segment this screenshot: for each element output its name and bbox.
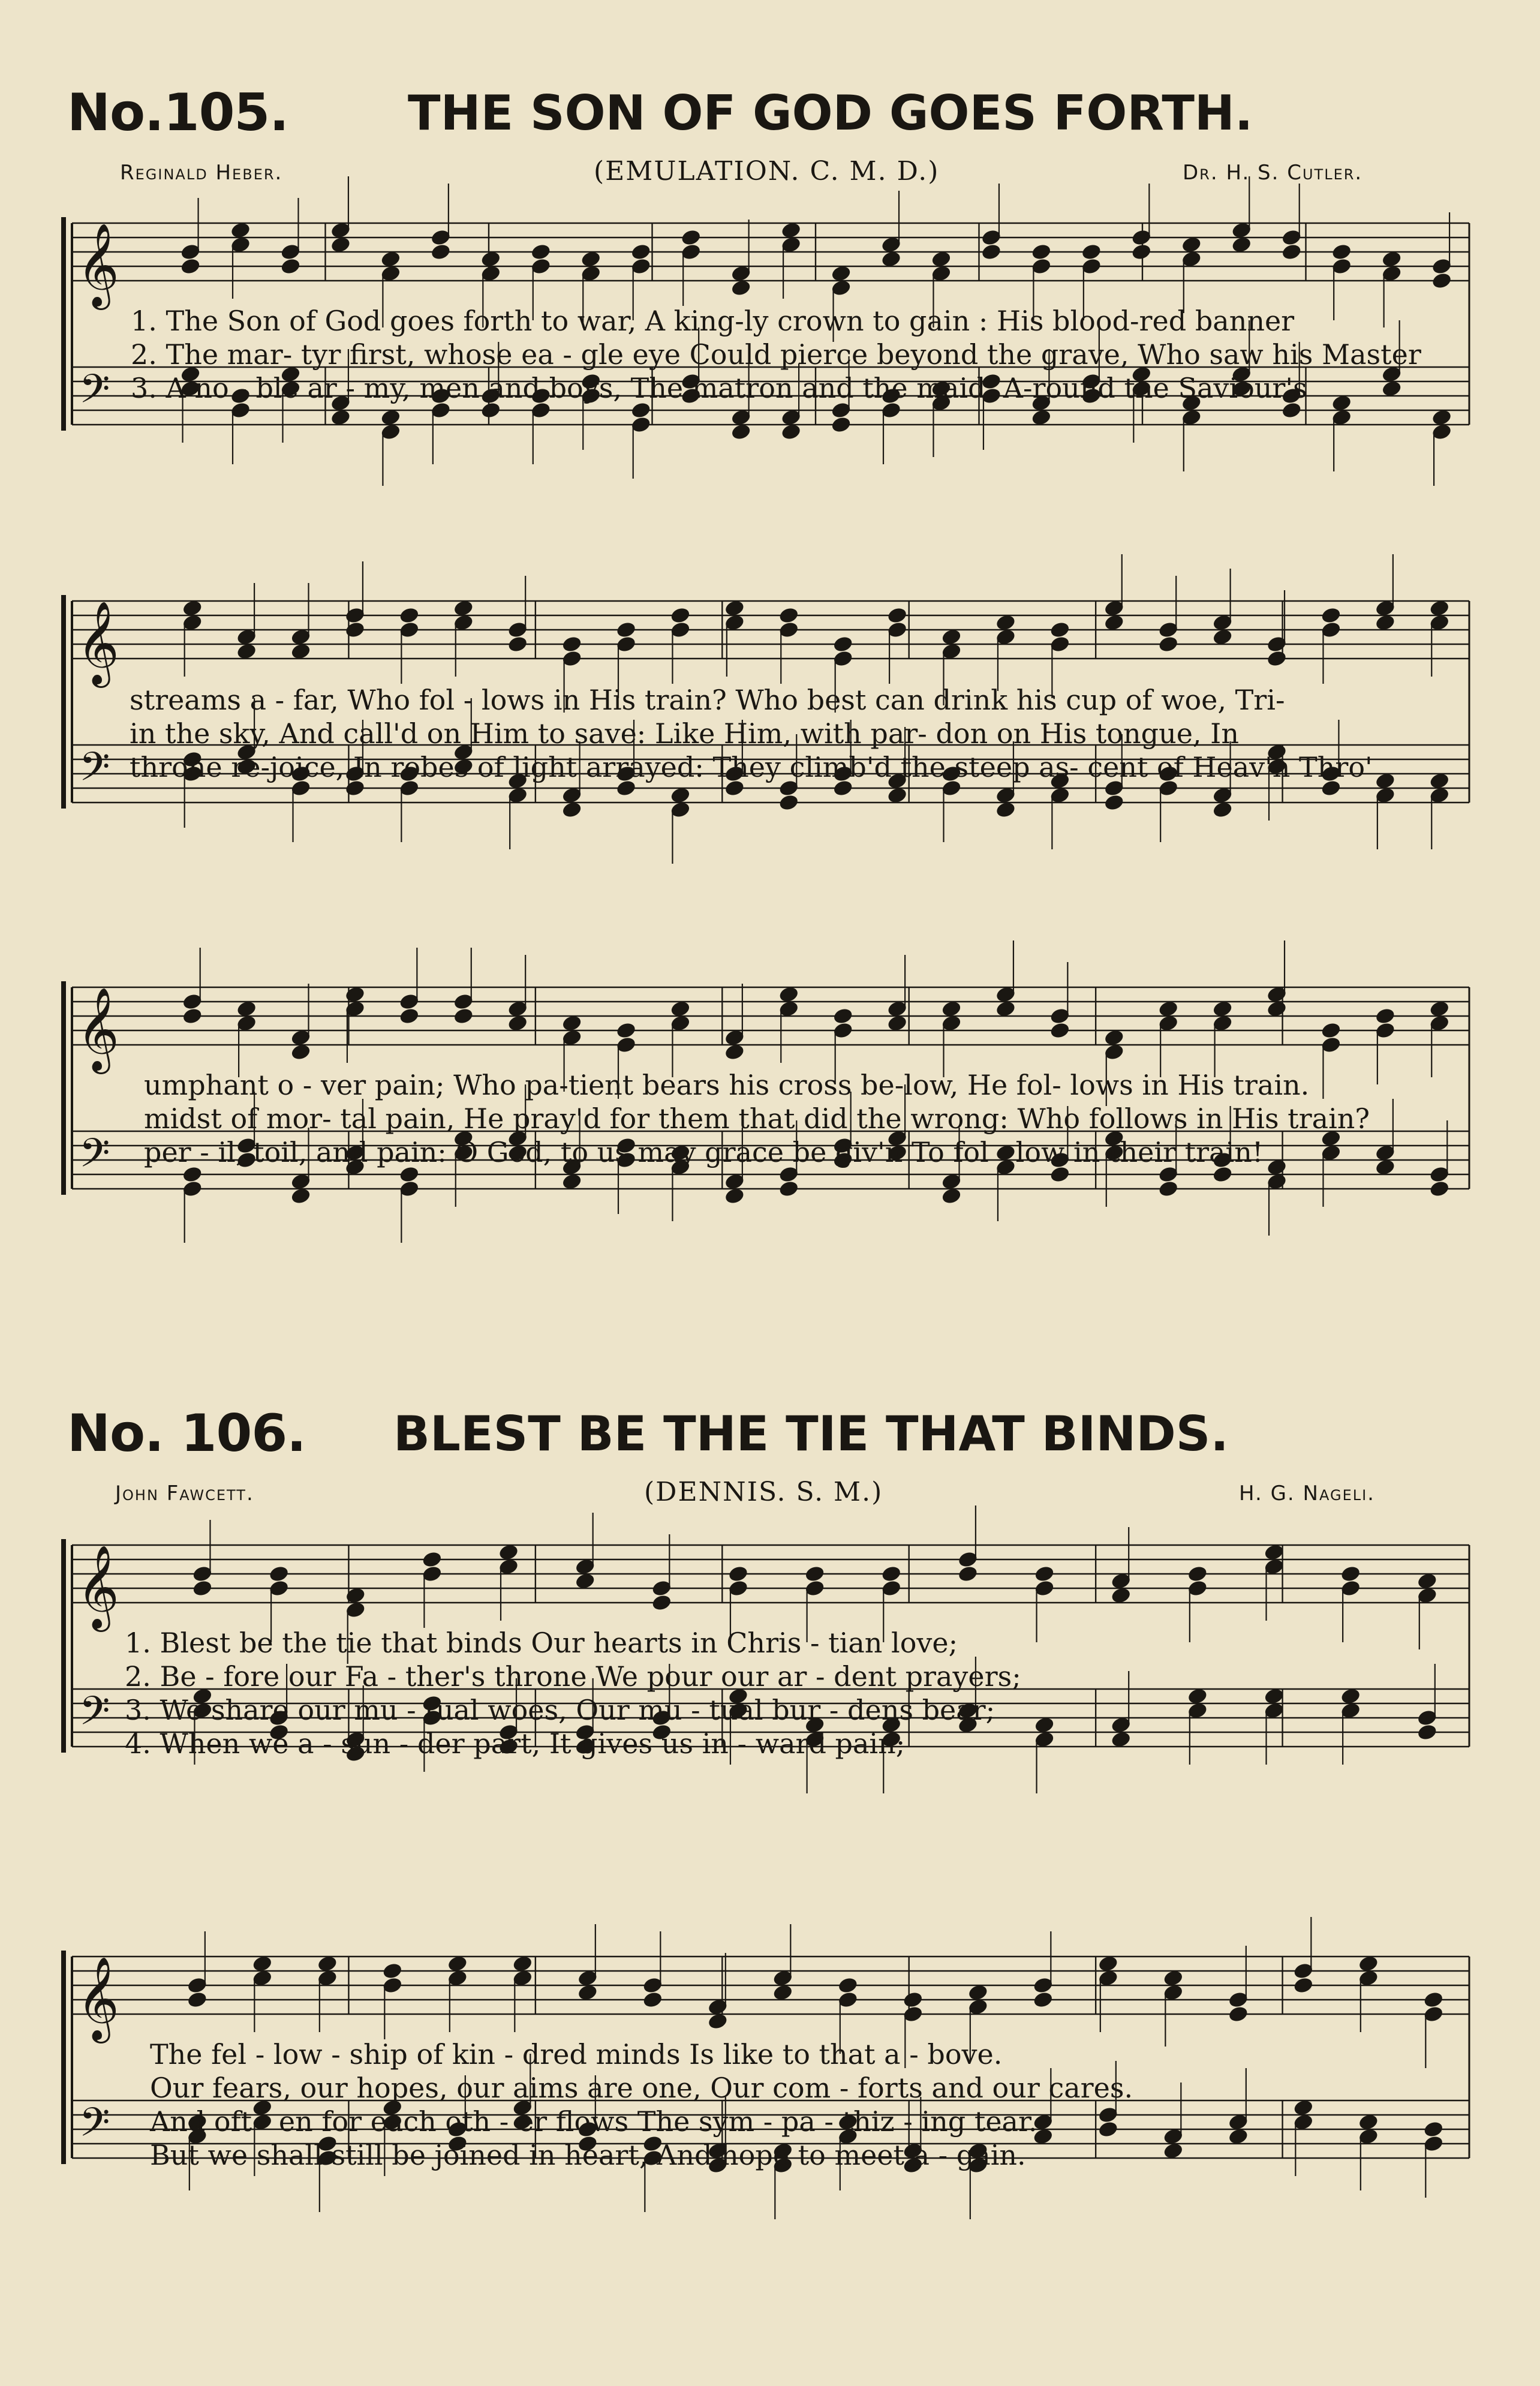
lyric-line: And oft - en for each oth - er flows The sym - pa - thiz - ing tear.	[150, 2105, 1037, 2138]
svg-text:𝄞: 𝄞	[77, 987, 119, 1071]
svg-text:𝄢: 𝄢	[79, 1688, 110, 1744]
hymn-title: BLEST BE THE TIE THAT BINDS.	[393, 1406, 1229, 1462]
lyric-line: But we shall still be joined in heart, And hope to meet a - gain.	[150, 2139, 1026, 2171]
hymn-number: No.105.	[67, 83, 288, 143]
composer-credit: Dr. H. S. Cutler.	[1183, 161, 1363, 185]
lyric-line: in the sky, And call'd on Him to save: Like Him, with par- don on His tongue, In	[130, 717, 1239, 750]
svg-text:𝄞: 𝄞	[77, 1957, 119, 2040]
hymn-number: No. 106.	[67, 1404, 306, 1464]
lyric-line: 4. When we a - sun - der part, It gives us in - ward pain;	[125, 1727, 906, 1760]
hymn-title: THE SON OF GOD GOES FORTH.	[408, 85, 1253, 141]
lyric-line: 2. The mar- tyr first, whose ea - gle eye Could pierce beyond the grave, Who saw his Master	[131, 338, 1421, 371]
author-credit: John Fawcett.	[115, 1482, 254, 1505]
lyric-line: Our fears, our hopes, our aims are one, Our com - forts and our cares.	[150, 2072, 1133, 2104]
tune-name: (EMULATION. C. M. D.)	[594, 156, 940, 187]
lyric-line: 3. We share our mu - tual woes, Our mu - tual bur - dens bear;	[125, 1694, 995, 1726]
lyric-line: per - il, toil, and pain: O God, to us may grace be giv'n To fol - low in their train!	[144, 1136, 1264, 1168]
svg-text:𝄞: 𝄞	[77, 1545, 119, 1628]
author-credit: Reginald Heber.	[120, 161, 283, 185]
svg-text:𝄢: 𝄢	[79, 366, 110, 422]
lyric-line: streams a - far, Who fol - lows in His train? Who best can drink his cup of woe, Tri-	[130, 684, 1285, 716]
lyric-line: midst of mor- tal pain, He pray'd for them that did the wrong: Who follows in His train?	[144, 1102, 1370, 1135]
lyric-line: 3. A no - ble ar - my, men and boys, The matron and the maid, A-round the Saviour's	[131, 372, 1307, 404]
svg-text:𝄞: 𝄞	[77, 223, 119, 306]
svg-text:𝄢: 𝄢	[79, 2099, 110, 2155]
lyric-line: The fel - low - ship of kin - dred minds Is like to that a - bove.	[150, 2038, 1003, 2071]
svg-text:𝄢: 𝄢	[79, 1130, 110, 1186]
lyric-line: 1. Blest be the tie that binds Our hearts in Chris - tian love;	[125, 1627, 958, 1659]
lyric-line: 2. Be - fore our Fa - ther's throne We pour our ar - dent prayers;	[125, 1660, 1021, 1693]
lyric-line: throne re-joice, In robes of light arrayed: They climb'd the steep as- cent of Heav'n Thro'	[130, 751, 1373, 783]
composer-credit: H. G. Nageli.	[1239, 1482, 1375, 1505]
lyric-line: umphant o - ver pain; Who pa-tient bears his cross be-low, He fol- lows in His train.	[144, 1069, 1310, 1101]
lyric-line: 1. The Son of God goes forth to war, A king-ly crown to gain : His blood-red banner	[131, 305, 1295, 337]
tune-name: (DENNIS. S. M.)	[644, 1477, 883, 1507]
svg-text:𝄞: 𝄞	[77, 601, 119, 684]
svg-text:𝄢: 𝄢	[79, 744, 110, 800]
